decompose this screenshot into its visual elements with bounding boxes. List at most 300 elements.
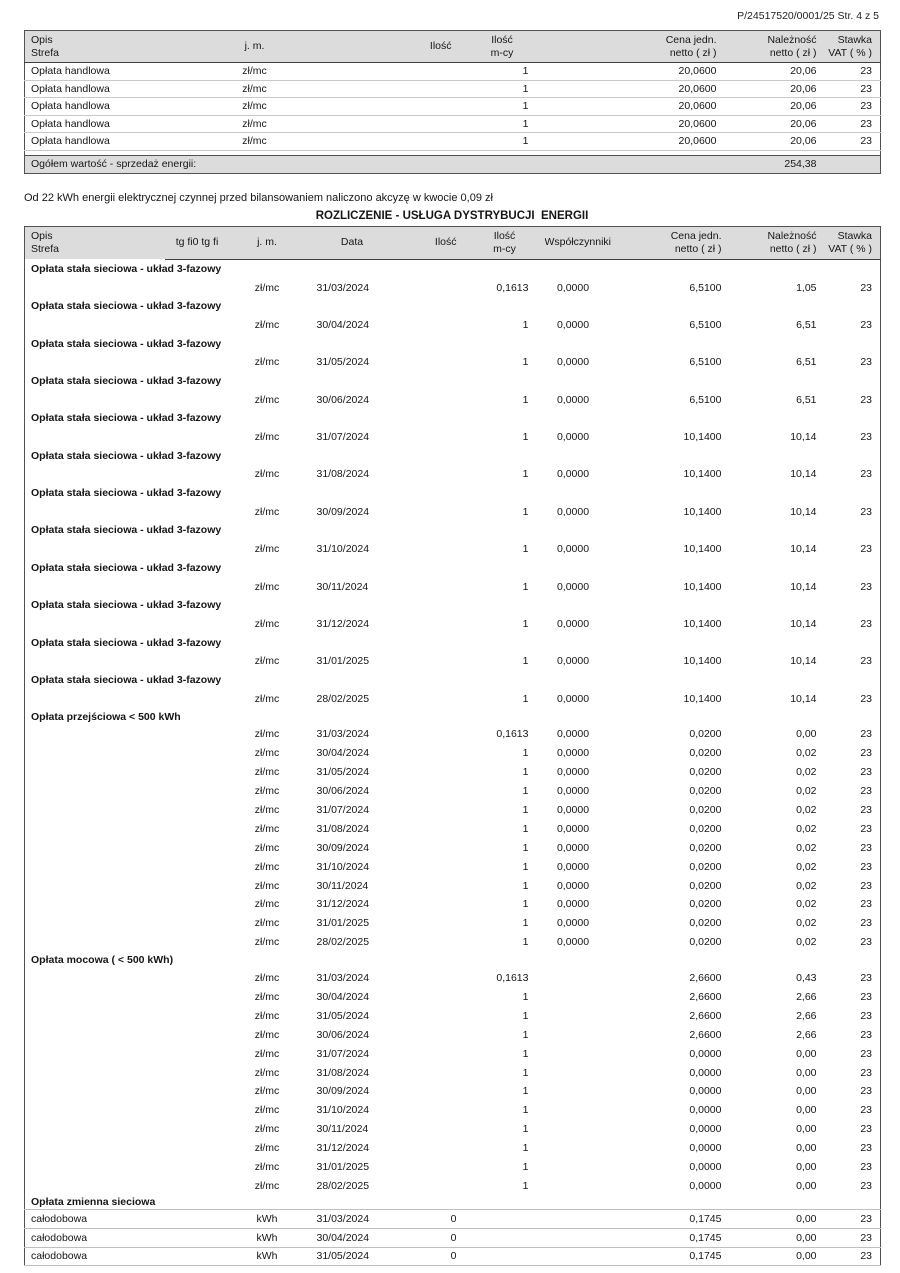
- cell: 23: [860, 1028, 872, 1041]
- cell: 23: [825, 115, 881, 133]
- cell: [165, 725, 230, 744]
- cell: 31/07/2024: [316, 804, 370, 816]
- column-header-cena: Cena jedn. netto ( zł ): [545, 31, 725, 63]
- column-header-jm: j. m.: [205, 31, 305, 63]
- cell: 0,0200: [689, 785, 722, 798]
- section-label: Opłata stała sieciowa - układ 3-fazowy: [31, 262, 222, 275]
- dist-table-body: [25, 259, 881, 1266]
- cell: [545, 1176, 620, 1195]
- column-header-ilosc-mcy: Ilość m-cy: [460, 31, 545, 63]
- cell: [25, 465, 165, 484]
- cell: zł/mc: [254, 1009, 280, 1022]
- cell: [400, 1101, 465, 1120]
- section-label: Opłata stała sieciowa - układ 3-fazowy: [31, 487, 222, 500]
- cell: [25, 577, 165, 596]
- cell: 1: [522, 505, 529, 518]
- section-label-row: [25, 334, 881, 353]
- cell: 0,00: [796, 1085, 817, 1098]
- cell: 1: [522, 655, 529, 668]
- section-label: Opłata stała sieciowa - układ 3-fazowy: [31, 374, 222, 387]
- cell: 0,0200: [689, 841, 722, 854]
- cell: 28/02/2025: [316, 1179, 370, 1192]
- cell: [25, 914, 165, 933]
- cell: zł/mc: [254, 766, 280, 779]
- table-row: [25, 1025, 881, 1044]
- cell: 0,0200: [689, 747, 722, 760]
- cell: 0,0000: [556, 543, 590, 556]
- cell: [25, 969, 165, 988]
- cell: [305, 63, 460, 81]
- cell: [25, 353, 165, 372]
- cell: [400, 876, 465, 895]
- cell: 0,0000: [556, 936, 590, 949]
- cell: 0,00: [796, 1123, 817, 1136]
- cell: 6,51: [796, 356, 817, 369]
- cell: 23: [860, 692, 872, 705]
- cell: [545, 1063, 620, 1082]
- cell: 23: [825, 63, 881, 81]
- cell: 23: [860, 1142, 872, 1155]
- cell: 23: [860, 617, 872, 630]
- cell: 6,5100: [689, 318, 722, 331]
- cell: [400, 1158, 465, 1177]
- table-row: [25, 577, 881, 596]
- cell: [400, 801, 465, 820]
- cell: 0,00: [730, 1228, 825, 1247]
- cell: 1: [522, 431, 529, 444]
- cell: 2,66: [796, 1009, 817, 1022]
- cell: 10,14: [790, 468, 817, 481]
- cell: zł/mc: [254, 1066, 280, 1079]
- cell: [400, 914, 465, 933]
- cell: 0,0000: [556, 879, 590, 892]
- cell: 1: [522, 917, 529, 930]
- cell: 1: [522, 580, 529, 593]
- section-label-row: [25, 446, 881, 465]
- cell: 0,0200: [689, 822, 722, 835]
- table-row: [25, 1082, 881, 1101]
- cell: 20,0600: [545, 133, 725, 151]
- cell: 0,0000: [556, 393, 590, 406]
- cell: 1: [522, 841, 529, 854]
- cell: 0,1613: [496, 728, 529, 741]
- cell: 23: [860, 766, 872, 779]
- column-header-tgfi: tg fi0 tg fi: [165, 226, 230, 259]
- cell: [25, 390, 165, 409]
- table-row: [25, 725, 881, 744]
- cell: zł/mc: [254, 692, 280, 705]
- cell: 23: [860, 1161, 872, 1174]
- cell: [165, 1006, 230, 1025]
- table-row: [25, 502, 881, 521]
- section-label: Opłata stała sieciowa - układ 3-fazowy: [31, 561, 222, 574]
- cell: 0: [400, 1228, 465, 1247]
- cell: 31/05/2024: [316, 356, 370, 369]
- cell: 31/07/2024: [316, 431, 370, 444]
- cell: 23: [860, 468, 872, 481]
- sales-table: [24, 30, 881, 174]
- table-row: [25, 969, 881, 988]
- cell: [165, 969, 230, 988]
- cell: [165, 838, 230, 857]
- distribution-table: [24, 226, 881, 1267]
- table-row: [25, 895, 881, 914]
- column-header-naleznosc: Należność netto ( zł ): [730, 226, 825, 259]
- cell: 31/10/2024: [316, 860, 370, 873]
- cell: 10,14: [790, 692, 817, 705]
- cell: 1: [522, 898, 529, 911]
- cell: 0,00: [730, 1210, 825, 1229]
- cell: [165, 1247, 230, 1266]
- cell: 0,0200: [689, 766, 722, 779]
- cell: 31/08/2024: [316, 822, 370, 835]
- cell: 0,02: [796, 785, 817, 798]
- cell: [165, 857, 230, 876]
- table-row: [25, 801, 881, 820]
- cell: [305, 133, 460, 151]
- section-label-row: [25, 409, 881, 428]
- sales-table-body: [25, 63, 881, 151]
- cell: [400, 353, 465, 372]
- cell: 0,0000: [689, 1066, 722, 1079]
- cell: zł/mc: [254, 505, 280, 518]
- cell: [400, 725, 465, 744]
- cell: [400, 1063, 465, 1082]
- cell: [400, 615, 465, 634]
- cell: 30/06/2024: [316, 393, 370, 406]
- cell: 6,51: [796, 318, 817, 331]
- cell: zł/mc: [254, 468, 280, 481]
- column-header-cena: Cena jedn. netto ( zł ): [620, 226, 730, 259]
- sales-table-header: [25, 31, 881, 63]
- cell: [165, 1228, 230, 1247]
- cell: [25, 1176, 165, 1195]
- cell: [400, 1120, 465, 1139]
- cell: [165, 819, 230, 838]
- cell: [165, 1139, 230, 1158]
- cell: [545, 1082, 620, 1101]
- cell: [400, 465, 465, 484]
- cell: 0,02: [796, 766, 817, 779]
- table-row: [25, 428, 881, 447]
- cell: 0,0200: [689, 898, 722, 911]
- cell: 23: [860, 655, 872, 668]
- cell: 31/05/2024: [316, 1009, 370, 1022]
- cell: 0,0200: [689, 936, 722, 949]
- cell: zł/mc: [254, 1123, 280, 1136]
- cell: 10,1400: [683, 655, 722, 668]
- cell: [25, 502, 165, 521]
- cell: 1: [522, 1085, 529, 1098]
- cell: [165, 428, 230, 447]
- cell: 31/05/2024: [316, 766, 370, 779]
- table-row: [25, 1044, 881, 1063]
- cell: [25, 428, 165, 447]
- cell: 0,0000: [556, 917, 590, 930]
- table-row: [25, 1139, 881, 1158]
- cell: [25, 819, 165, 838]
- cell: 23: [825, 1228, 881, 1247]
- cell: kWh: [230, 1228, 305, 1247]
- cell: 0,0000: [556, 655, 590, 668]
- cell: [545, 1228, 620, 1247]
- cell: zł/mc: [254, 972, 280, 985]
- cell: 1: [522, 393, 529, 406]
- cell: [25, 782, 165, 801]
- cell: 23: [860, 1123, 872, 1136]
- cell: 31/03/2024: [316, 972, 370, 985]
- cell: [25, 1158, 165, 1177]
- cell: 10,14: [790, 580, 817, 593]
- cell: 0,0000: [689, 1047, 722, 1060]
- table-row: [25, 1063, 881, 1082]
- cell: 30/06/2024: [316, 1028, 370, 1041]
- cell: 31/12/2024: [316, 1142, 370, 1155]
- table-row: [25, 988, 881, 1007]
- cell: 10,14: [790, 655, 817, 668]
- cell: 23: [860, 898, 872, 911]
- cell: [165, 278, 230, 297]
- cell: 0,1745: [620, 1228, 730, 1247]
- cell: zł/mc: [254, 991, 280, 1004]
- cell: 2,66: [796, 1028, 817, 1041]
- column-header-opis: Opis Strefa: [25, 31, 205, 63]
- table-row: [25, 876, 881, 895]
- cell: 0,0000: [689, 1104, 722, 1117]
- section-label-row: [25, 1195, 881, 1210]
- cell: zł/mc: [205, 115, 305, 133]
- cell: 1: [522, 860, 529, 873]
- cell: 30/09/2024: [316, 841, 370, 854]
- empty-cell: [825, 155, 881, 173]
- cell: zł/mc: [254, 1161, 280, 1174]
- section-label-row: [25, 484, 881, 503]
- cell: 20,0600: [545, 80, 725, 98]
- cell: 23: [860, 1179, 872, 1192]
- cell: [165, 1210, 230, 1229]
- cell: [465, 1228, 545, 1247]
- cell: [400, 895, 465, 914]
- cell: 0,02: [796, 860, 817, 873]
- cell: [165, 502, 230, 521]
- cell: 0,02: [796, 841, 817, 854]
- table-row: [25, 278, 881, 297]
- section-label: Opłata stała sieciowa - układ 3-fazowy: [31, 412, 222, 425]
- column-header-ilosc: Ilość: [305, 31, 460, 63]
- cell: [545, 988, 620, 1007]
- cell: 0,0000: [556, 318, 590, 331]
- column-header-opis: Opis Strefa: [25, 226, 165, 259]
- table-row: [25, 652, 881, 671]
- cell: 6,51: [796, 393, 817, 406]
- cell: 23: [860, 879, 872, 892]
- cell: 23: [860, 431, 872, 444]
- section-label-row: [25, 559, 881, 578]
- cell: Opłata handlowa: [25, 63, 205, 81]
- cell: 0,02: [796, 804, 817, 816]
- cell: 0,00: [796, 728, 817, 741]
- cell: [545, 1139, 620, 1158]
- cell: zł/mc: [254, 879, 280, 892]
- cell: [400, 428, 465, 447]
- cell: zł/mc: [254, 1179, 280, 1192]
- cell: 30/09/2024: [316, 505, 370, 518]
- cell: [165, 988, 230, 1007]
- cell: Opłata handlowa: [25, 115, 205, 133]
- cell: 0,02: [796, 898, 817, 911]
- section-label: Opłata przejściowa < 500 kWh: [31, 710, 181, 723]
- distribution-title: ROZLICZENIE - USŁUGA DYSTRYBUCJI ENERGII: [315, 209, 589, 222]
- cell: 0,0200: [689, 917, 722, 930]
- section-label-row: [25, 596, 881, 615]
- table-row: [25, 133, 881, 151]
- cell: zł/mc: [254, 318, 280, 331]
- cell: [25, 744, 165, 763]
- section-label: Opłata stała sieciowa - układ 3-fazowy: [31, 599, 222, 612]
- cell: [305, 80, 460, 98]
- cell: Opłata handlowa: [25, 98, 205, 116]
- cell: 20,06: [725, 63, 825, 81]
- cell: [165, 1158, 230, 1177]
- cell: 1: [522, 318, 529, 331]
- table-row: [25, 914, 881, 933]
- cell: 0: [400, 1247, 465, 1266]
- cell: 2,6600: [689, 1009, 722, 1022]
- section-label-row: [25, 633, 881, 652]
- cell: [400, 1006, 465, 1025]
- cell: 0,0000: [556, 841, 590, 854]
- table-row: [25, 615, 881, 634]
- section-label-row: [25, 521, 881, 540]
- cell: zł/mc: [254, 393, 280, 406]
- table-row: [25, 838, 881, 857]
- column-header-naleznosc: Należność netto ( zł ): [725, 31, 825, 63]
- cell: 0,00: [796, 1047, 817, 1060]
- cell: [545, 1247, 620, 1266]
- cell: [165, 1176, 230, 1195]
- table-row: [25, 353, 881, 372]
- cell: [165, 933, 230, 952]
- cell: 23: [860, 1009, 872, 1022]
- cell: 0,0000: [556, 431, 590, 444]
- section-label: Opłata stała sieciowa - układ 3-fazowy: [31, 636, 222, 649]
- cell: 30/11/2024: [316, 1123, 369, 1136]
- sales-table-footer: [25, 150, 881, 173]
- page-number: P/24517520/0001/25 Str. 4 z 5: [737, 10, 879, 22]
- cell: 0,0000: [556, 580, 590, 593]
- cell: 6,5100: [689, 393, 722, 406]
- cell: [25, 615, 165, 634]
- cell: 0,02: [796, 747, 817, 760]
- cell: [165, 763, 230, 782]
- cell: 1: [522, 1179, 529, 1192]
- cell: 0,1745: [620, 1247, 730, 1266]
- section-label: Opłata stała sieciowa - układ 3-fazowy: [31, 300, 222, 313]
- cell: 1: [460, 133, 545, 151]
- cell: zł/mc: [254, 1104, 280, 1117]
- section-label: Opłata stała sieciowa - układ 3-fazowy: [31, 449, 222, 462]
- cell: 0,1613: [496, 972, 529, 985]
- cell: 0,02: [796, 822, 817, 835]
- sales-total-row: [25, 155, 881, 173]
- cell: [165, 1082, 230, 1101]
- cell: 1: [522, 1104, 529, 1117]
- cell: 23: [860, 860, 872, 873]
- cell: 1: [522, 1142, 529, 1155]
- cell: [25, 1025, 165, 1044]
- cell: 20,0600: [545, 115, 725, 133]
- cell: 10,14: [790, 431, 817, 444]
- cell: 10,14: [790, 505, 817, 518]
- cell: 23: [825, 1210, 881, 1229]
- cell: 23: [860, 991, 872, 1004]
- cell: 30/11/2024: [316, 580, 369, 593]
- cell: 31/12/2024: [316, 898, 370, 911]
- cell: 1: [522, 822, 529, 835]
- cell: 0,0000: [556, 747, 590, 760]
- cell: 0,0000: [556, 356, 590, 369]
- cell: zł/mc: [254, 580, 280, 593]
- document-content: [24, 30, 880, 1266]
- cell: 0,0000: [556, 728, 590, 741]
- cell: [400, 763, 465, 782]
- table-row: [25, 1247, 881, 1266]
- cell: 0,0000: [556, 468, 590, 481]
- column-header-jm: j. m.: [230, 226, 305, 259]
- section-label: Opłata stała sieciowa - układ 3-fazowy: [31, 673, 222, 686]
- cell: zł/mc: [254, 356, 280, 369]
- cell: [545, 969, 620, 988]
- cell: 0,0000: [556, 860, 590, 873]
- cell: 31/08/2024: [316, 468, 370, 481]
- cell: 1: [522, 991, 529, 1004]
- table-row: [25, 1176, 881, 1195]
- cell: 0,0000: [556, 804, 590, 816]
- cell: [165, 895, 230, 914]
- cell: 31/07/2024: [316, 1047, 370, 1060]
- cell: 0,02: [796, 879, 817, 892]
- cell: zł/mc: [254, 281, 280, 294]
- cell: 0,00: [796, 1161, 817, 1174]
- cell: 30/04/2024: [316, 747, 370, 760]
- cell: 2,66: [796, 991, 817, 1004]
- table-row: [25, 933, 881, 952]
- table-row: [25, 98, 881, 116]
- section-label: Opłata zmienna sieciowa: [25, 1195, 881, 1210]
- cell: 1: [460, 115, 545, 133]
- section-label-row: [25, 259, 881, 278]
- cell: 0,0000: [556, 766, 590, 779]
- cell: 23: [825, 98, 881, 116]
- cell: [165, 390, 230, 409]
- cell: [165, 1101, 230, 1120]
- cell: 1: [522, 936, 529, 949]
- cell: całodobowa: [25, 1247, 165, 1266]
- cell: 1: [522, 692, 529, 705]
- cell: 0,0000: [689, 1123, 722, 1136]
- cell: 20,0600: [545, 98, 725, 116]
- cell: [25, 857, 165, 876]
- cell: [400, 969, 465, 988]
- cell: 23: [860, 936, 872, 949]
- cell: kWh: [230, 1210, 305, 1229]
- table-row: [25, 744, 881, 763]
- sales-total-label: Ogółem wartość - sprzedaż energii:: [25, 155, 545, 173]
- cell: 28/02/2025: [316, 936, 370, 949]
- cell: 23: [860, 1066, 872, 1079]
- section-label-row: [25, 297, 881, 316]
- cell: zł/mc: [205, 63, 305, 81]
